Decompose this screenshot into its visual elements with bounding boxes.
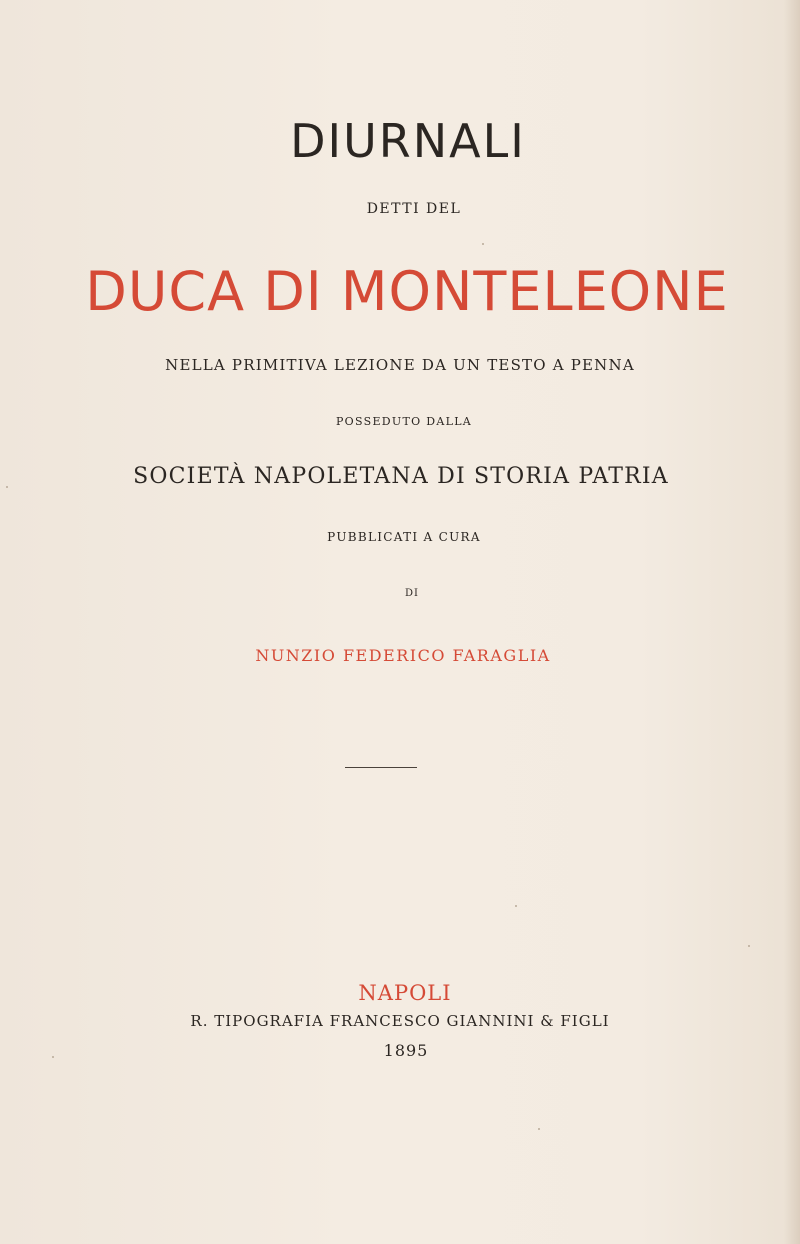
main-title: DUCA DI MONTELEONE — [85, 260, 729, 323]
imprint-city: NAPOLI — [358, 981, 452, 1005]
by-line: DI — [405, 588, 419, 599]
published-by-line: PUBBLICATI A CURA — [327, 530, 481, 544]
divider-rule — [345, 767, 417, 768]
paper-speck — [748, 945, 750, 947]
owned-by-line: POSSEDUTO DALLA — [335, 415, 473, 428]
society-name: SOCIETÀ NAPOLETANA DI STORIA PATRIA — [133, 464, 669, 489]
editor-name: NUNZIO FEDERICO FARAGLIA — [255, 646, 551, 665]
description-line: NELLA PRIMITIVA LEZIONE DA UN TESTO A PENNA — [165, 356, 635, 374]
paper-speck — [538, 1128, 540, 1130]
subtitle-connector: DETTI DEL — [366, 201, 462, 217]
imprint-printer: R. TIPOGRAFIA FRANCESCO GIANNINI & FIGLI — [190, 1012, 610, 1030]
paper-speck — [52, 1056, 54, 1058]
paper-speck — [6, 486, 8, 488]
imprint-year: 1895 — [383, 1041, 429, 1060]
book-title: DIURNALI — [290, 114, 526, 168]
paper-speck — [515, 905, 517, 907]
paper-speck — [482, 243, 484, 245]
